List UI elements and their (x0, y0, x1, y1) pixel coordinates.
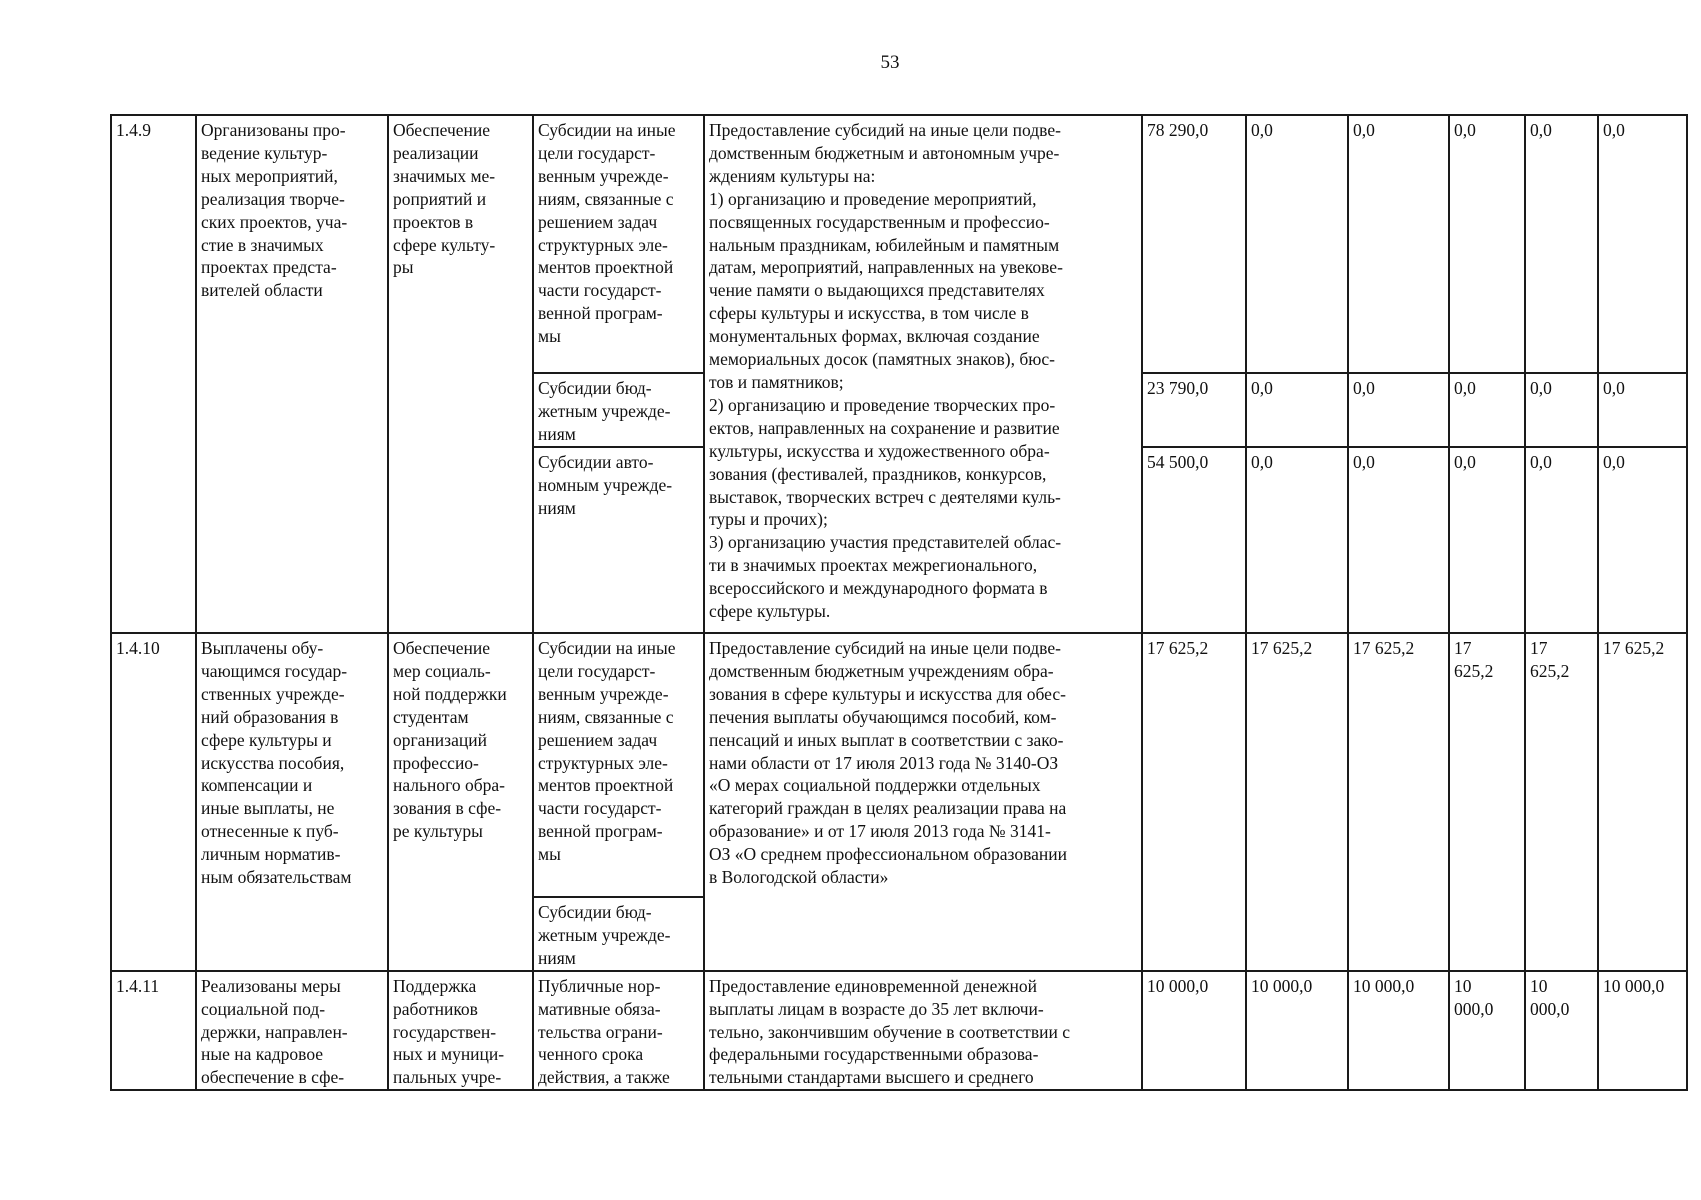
value-cell: 0,0 (1525, 115, 1598, 373)
value-cell: 0,0 (1525, 447, 1598, 633)
table-row (111, 115, 1687, 373)
value-cell: 54 500,0 (1142, 447, 1246, 633)
value-cell: 0,0 (1246, 373, 1348, 447)
value-cell: 0,0 (1449, 373, 1525, 447)
value-cell: 0,0 (1449, 447, 1525, 633)
value-cell: 10 000,0 (1348, 971, 1449, 1091)
value-cell: 10 000,0 (1246, 971, 1348, 1091)
row-result: Организованы про- ведение культур- ных мероприятий, реализация творче- ских проектов, уча- стие в значимых проектах предста- вителей области (196, 115, 388, 633)
row-result: Выплачены обу- чающимся государ- ственных учрежде- ний образования в сфере культуры и искусства пособия, компенсации и иные выплаты, не отнесенные к пуб- личным норматив- ным обязательствам (196, 633, 388, 971)
row-measure: Обеспечение мер социаль- ной поддержки студентам организаций профессио- нального обра- зования в сфе- ре культуры (388, 633, 533, 971)
value-cell: 0,0 (1348, 447, 1449, 633)
value-cell: 17 625,2 (1449, 633, 1525, 971)
row-id: 1.4.11 (111, 971, 196, 1091)
value-cell: 0,0 (1246, 447, 1348, 633)
row-description: Предоставление единовременной денежной выплаты лицам в возрасте до 35 лет включи- тельно, закончившим обучение в соответствии с федеральными государственными образова- тельными стандартами высшего и среднего (704, 971, 1142, 1091)
value-cell: 10 000,0 (1598, 971, 1687, 1091)
value-cell: 0,0 (1598, 115, 1687, 373)
value-cell: 0,0 (1598, 373, 1687, 447)
funding-type: Субсидии авто- номным учрежде- ниям (533, 447, 704, 633)
value-cell: 0,0 (1525, 373, 1598, 447)
value-cell: 0,0 (1348, 115, 1449, 373)
value-cell: 78 290,0 (1142, 115, 1246, 373)
value-cell: 10 000,0 (1449, 971, 1525, 1091)
row-id: 1.4.10 (111, 633, 196, 971)
value-cell: 0,0 (1598, 447, 1687, 633)
row-id: 1.4.9 (111, 115, 196, 633)
value-cell: 0,0 (1348, 373, 1449, 447)
value-cell: 17 625,2 (1598, 633, 1687, 971)
value-cell: 17 625,2 (1246, 633, 1348, 971)
funding-type: Субсидии на иные цели государст- венным учрежде- ниям, связанные с решением задач структурных эле- ментов проектной части государст- венной програм- мы (533, 633, 704, 897)
value-cell: 17 625,2 (1348, 633, 1449, 971)
table-row (111, 971, 1687, 1091)
value-cell: 23 790,0 (1142, 373, 1246, 447)
value-cell: 17 625,2 (1525, 633, 1598, 971)
funding-type: Субсидии на иные цели государст- венным учрежде- ниям, связанные с решением задач структурных эле- ментов проектной части государст- венной програм- мы (533, 115, 704, 373)
value-cell: 0,0 (1246, 115, 1348, 373)
value-cell: 0,0 (1449, 115, 1525, 373)
funding-type: Субсидии бюд- жетным учрежде- ниям (533, 373, 704, 447)
funding-type: Субсидии бюд- жетным учрежде- ниям (533, 897, 704, 971)
page-number: 53 (880, 52, 900, 73)
program-table (110, 114, 1688, 1091)
value-cell: 17 625,2 (1142, 633, 1246, 971)
value-cell: 10 000,0 (1525, 971, 1598, 1091)
row-measure: Обеспечение реализации значимых ме- роприятий и проектов в сфере культу- ры (388, 115, 533, 633)
row-description: Предоставление субсидий на иные цели подве- домственным бюджетным учреждениям обра- зования в сфере культуры и искусства для обес- печения выплаты обучающимся пособий, ком- пенсаций и иных выплат в соответствии с зако- нами области от 17 июля 2013 года № 3140-ОЗ «О мерах социальной поддержки отдельных категорий граждан в целях реализации права на образование» и от 17 июля 2013 года № 3141- ОЗ «О среднем профессиональном образовании в Вологодской области» (704, 633, 1142, 971)
table-row (111, 633, 1687, 897)
row-result: Реализованы меры социальной под- держки, направлен- ные на кадровое обеспечение в сфе- (196, 971, 388, 1091)
value-cell: 10 000,0 (1142, 971, 1246, 1091)
row-measure: Поддержка работников государствен- ных и муници- пальных учре- (388, 971, 533, 1091)
funding-type: Публичные нор- мативные обяза- тельства ограни- ченного срока действия, а также (533, 971, 704, 1091)
row-description: Предоставление субсидий на иные цели подве- домственным бюджетным и автономным учре- ждениям культуры на: 1) организацию и проведение мероприятий, посвященных государственным и профессио- нальным праздникам, юбилейным и памятным датам, мероприятий, направленных на увекове- чение памяти о выдающихся представителях сферы культуры и искусства, в том числе в монументальных формах, включая создание мемориальных досок (памятных знаков), бюс- тов и памятников; 2) организацию и проведение творческих про- ектов, направленных на сохранение и развитие культуры, искусства и художественного обра- зования (фестивалей, праздников, конкурсов, выставок, творческих встреч с деятелями куль- туры и прочих); 3) организацию участия представителей облас- ти в значимых проектах межрегионального, всероссийского и международного формата в сфере культуры. (704, 115, 1142, 633)
